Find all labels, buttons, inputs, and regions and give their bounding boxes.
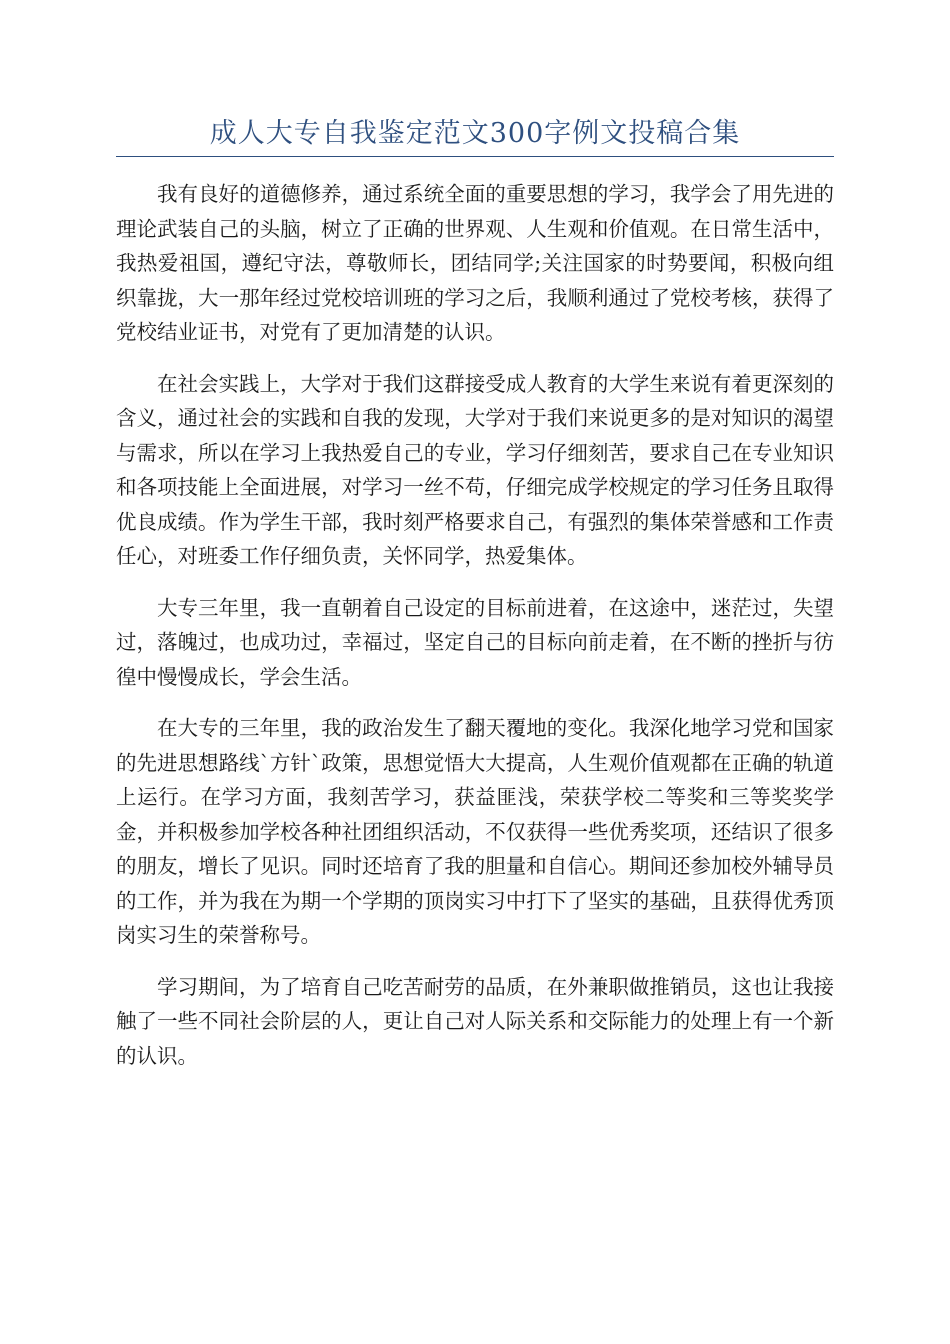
paragraph-5: 学习期间，为了培育自己吃苦耐劳的品质，在外兼职做推销员，这也让我接触了一些不同社会阶层的人，更让自己对人际关系和交际能力的处理上有一个新的认识。	[116, 974, 834, 1068]
title-block	[116, 112, 834, 157]
paragraph-3: 大专三年里，我一直朝着自己设定的目标前进着，在这途中，迷茫过，失望过，落魄过，也成功过，幸福过，坚定自己的目标向前走着，在不断的挫折与彷徨中慢慢成长，学会生活。	[116, 595, 834, 689]
paragraph-1: 我有良好的道德修养，通过系统全面的重要思想的学习，我学会了用先进的理论武装自己的头脑，树立了正确的世界观、人生观和价值观。在日常生活中，我热爱祖国，遵纪守法，尊敬师长，团结同学;关注国家的时势要闻，积极向组织靠拢，大一那年经过党校培训班的学习之后，我顺利通过了党校考核，获得了党校结业证书，对党有了更加清楚的认识。	[116, 182, 834, 344]
paragraph-2: 在社会实践上，大学对于我们这群接受成人教育的大学生来说有着更深刻的含义，通过社会的实践和自我的发现，大学对于我们来说更多的是对知识的渴望与需求，所以在学习上我热爱自己的专业，学习仔细刻苦，要求自己在专业知识和各项技能上全面进展，对学习一丝不苟，仔细完成学校规定的学习任务且取得优良成绩。作为学生干部，我时刻严格要求自己，有强烈的集体荣誉感和工作责任心，对班委工作仔细负责，关怀同学，热爱集体。	[116, 371, 834, 568]
paragraph-4: 在大专的三年里，我的政治发生了翻天覆地的变化。我深化地学习党和国家的先进思想路线`方针`政策，思想觉悟大大提高，人生观价值观都在正确的轨道上运行。在学习方面，我刻苦学习，获益匪浅，荣获学校二等奖和三等奖奖学金，并积极参加学校各种社团组织活动，不仅获得一些优秀奖项，还结识了很多的朋友，增长了见识。同时还培育了我的胆量和自信心。期间还参加校外辅导员的工作，并为我在为期一个学期的顶岗实习中打下了坚实的基础，且获得优秀顶岗实习生的荣誉称号。	[116, 716, 834, 947]
document-body	[116, 177, 834, 1090]
page-title: 成人大专自我鉴定范文300字例文投稿合集	[209, 118, 741, 149]
